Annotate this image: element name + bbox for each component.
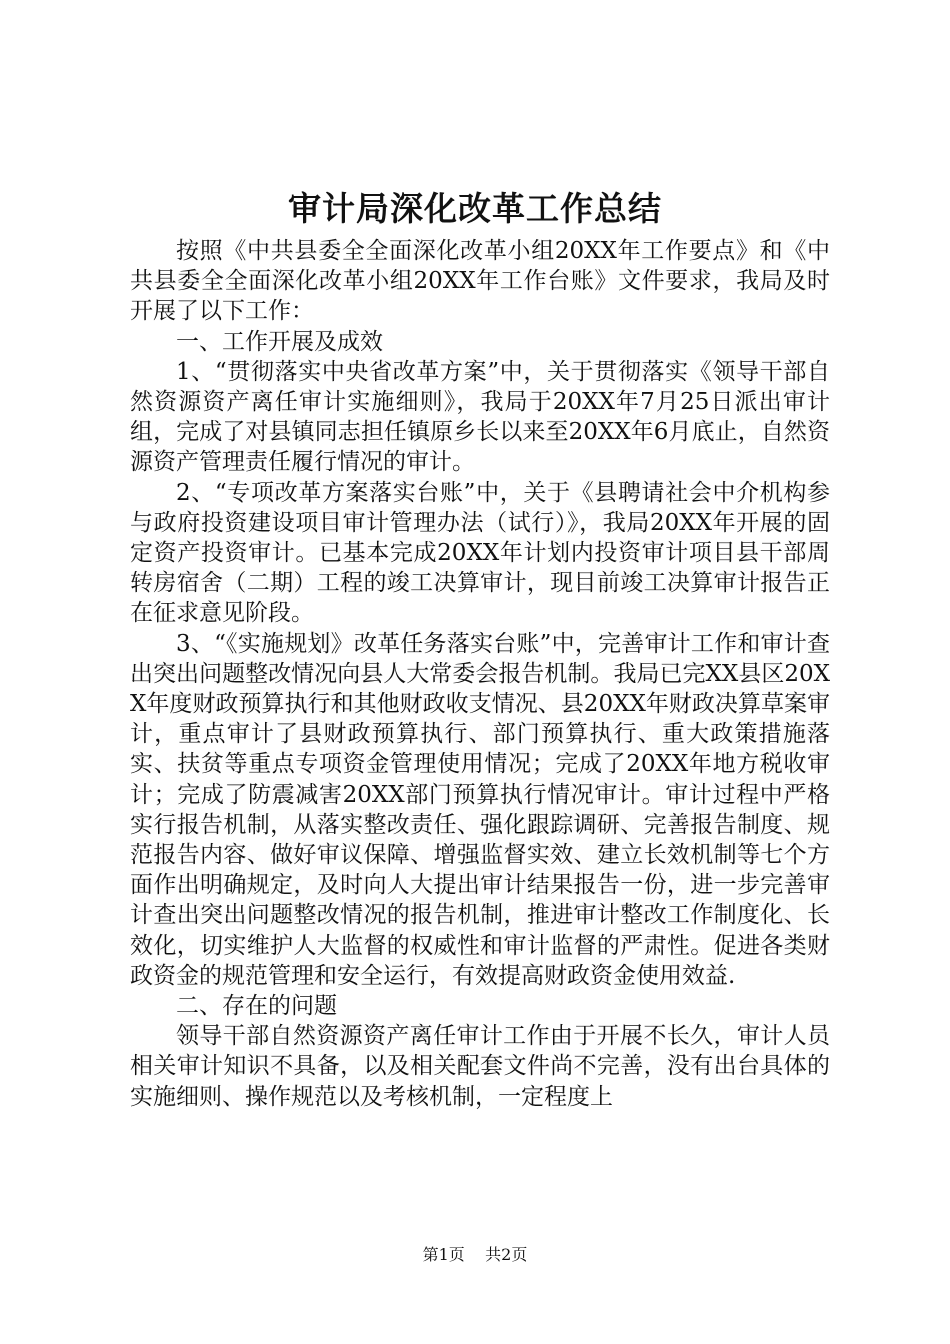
page-total: 共2页 <box>485 1245 528 1264</box>
paragraph-item-2: 2、“专项改革方案落实台账”中，关于《县聘请社会中介机构参与政府投资建设项目审计管理办法（试行）》，我局20XX年开展的固定资产投资审计。已基本完成20XX年计划内投资审计项目县干部周转房宿舍（二期）工程的竣工决算审计，现目前竣工决算审计报告正在征求意见阶段。 <box>130 479 830 627</box>
paragraph-intro: 按照《中共县委全全面深化改革小组20XX年工作要点》和《中共县委全全面深化改革小组20XX年工作台账》文件要求，我局及时开展了以下工作： <box>130 238 830 325</box>
section-heading-2: 二、存在的问题 <box>176 993 337 1020</box>
page-footer <box>0 1244 950 1266</box>
document-body <box>130 236 830 1112</box>
document-title: 审计局深化改革工作总结 <box>288 189 662 228</box>
section-heading-1: 一、工作开展及成效 <box>176 328 383 355</box>
page-number: 第1页 <box>422 1245 465 1264</box>
paragraph-item-1: 1、“贯彻落实中央省改革方案”中，关于贯彻落实《领导干部自然资源资产离任审计实施细则》，我局于20XX年7月25日派出审计组，完成了对县镇同志担任镇原乡长以来至20XX年6月底止，自然资源资产管理责任履行情况的审计。 <box>130 358 830 476</box>
paragraph-problems: 领导干部自然资源资产离任审计工作由于开展不长久，审计人员相关审计知识不具备，以及相关配套文件尚不完善，没有出台具体的实施细则、操作规范以及考核机制，一定程度上 <box>130 1023 830 1110</box>
paragraph-item-3: 3、“《实施规划》改革任务落实台账”中，完善审计工作和审计查出突出问题整改情况向县人大常委会报告机制。我局已完XX县区20XX年度财政预算执行和其他财政收支情况、县20XX年财政决算草案审计，重点审计了县财政预算执行、部门预算执行、重大政策措施落实、扶贫等重点专项资金管理使用情况；完成了20XX年地方税收审计；完成了防震减害20XX部门预算执行情况审计。审计过程中严格实行报告机制，从落实整改责任、强化跟踪调研、完善报告制度、规范报告内容、做好审议保障、增强监督实效、建立长效机制等七个方面作出明确规定，及时向人大提出审计结果报告一份，进一步完善审计查出突出问题整改情况的报告机制，推进审计整改工作制度化、长效化，切实维护人大监督的权威性和审计监督的严肃性。促进各类财政资金的规范管理和安全运行，有效提高财政资金使用效益. <box>130 630 830 989</box>
